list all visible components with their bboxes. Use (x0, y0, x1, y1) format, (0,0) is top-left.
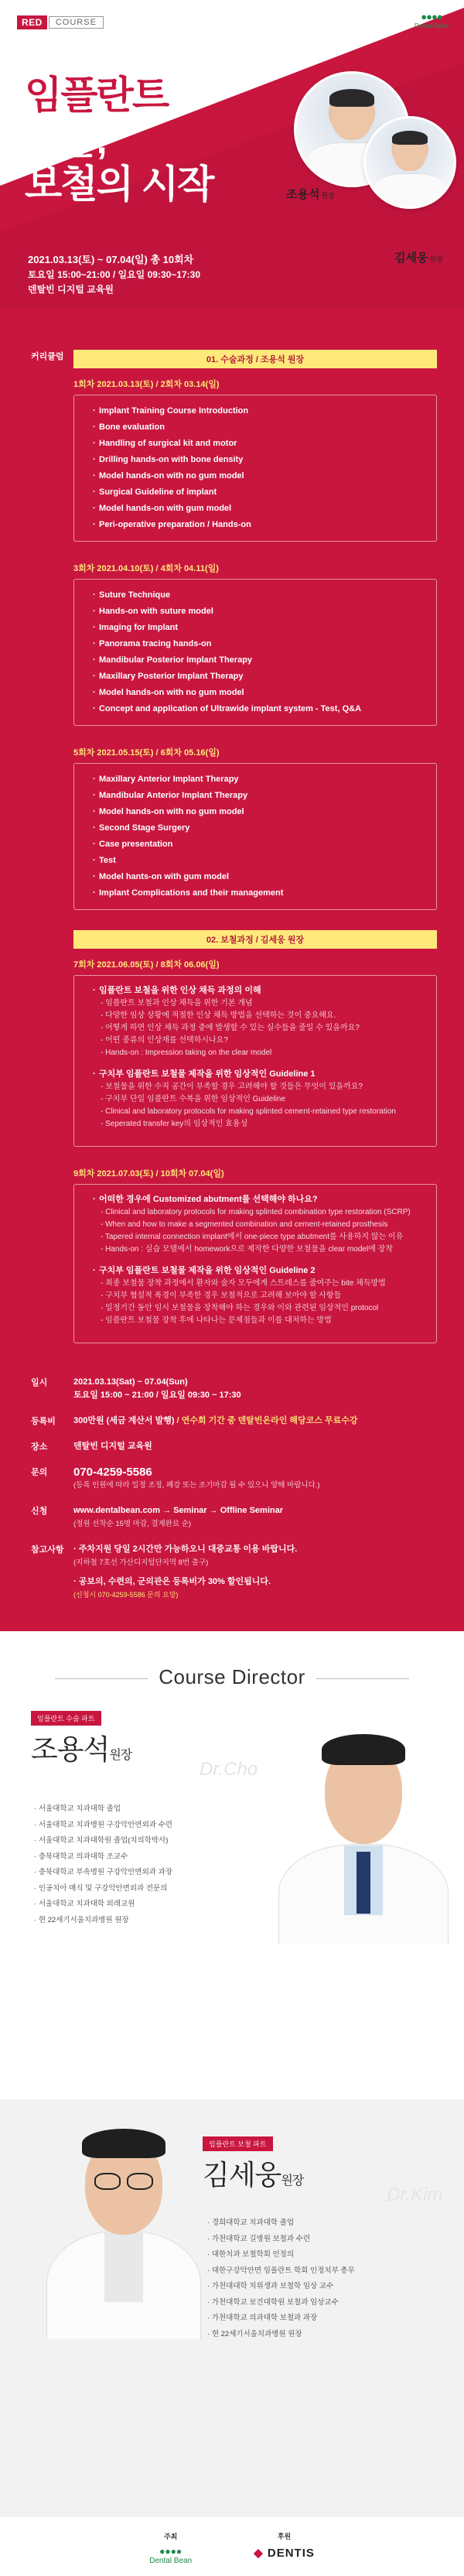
session-heading: 9회차 2021.07.03(토) / 10회차 07.04(일) (73, 1169, 224, 1179)
doctor-kim-profile (0, 2099, 464, 2517)
info-apply-row (0, 1498, 464, 1537)
info-contact-note: (등록 인원에 따라 일정 조정, 폐강 또는 조기마감 될 수 있으니 양해 바랍니다.) (73, 1481, 320, 1490)
info-place-value: 덴탈빈 디지털 교육원 (73, 1442, 152, 1451)
session-topic: · Model hands-on with no gum model (93, 685, 424, 701)
footer-host-label: 주최 (163, 2533, 178, 2540)
info-reference-value (73, 1543, 437, 1602)
career-item: · 가천대학교 의과대학 보철과 과장 (207, 2311, 355, 2327)
dentalbean-logo (415, 11, 449, 29)
doctor-kim-part-tag: 임플란트 보철 파트 (203, 2136, 273, 2151)
session-subtopic-item: - Clinical and laboratory protocols for making splinted combination type restoration (SCRP) (101, 1208, 411, 1216)
hero-title-line-1: 임플란트 (25, 74, 169, 117)
session-subtopic-items (93, 1081, 424, 1131)
session-subtopic-item: - 보철물을 위한 수직 공간이 부족할 경우 고려해야 할 것들은 무엇이 있을까요? (101, 1083, 363, 1091)
career-item: · 서울대학교 치과병원 구강악안면외과 수련 (34, 1818, 172, 1834)
session-topic: · Maxillary Posterior Implant Therapy (93, 669, 424, 685)
career-item: · 서울대학교 치과대학 외래교원 (34, 1897, 172, 1913)
info-fee-extra: / 연수회 기간 중 덴탈빈온라인 해당코스 무료수강 (174, 1416, 358, 1425)
doctor-kim-heading (203, 2154, 303, 2193)
session-topic-list (73, 763, 437, 910)
session-topic: · Second Stage Surgery (93, 820, 424, 836)
curriculum-content (73, 350, 437, 1363)
session-heading: 5회차 2021.05.15(토) / 6회차 05.16(일) (73, 748, 220, 758)
session-topic: · Model hands-on with no gum model (93, 468, 424, 484)
footer (0, 2517, 464, 2576)
session-block (73, 746, 437, 910)
info-apply-label: 신청 (31, 1507, 48, 1516)
career-item: · 인공치아 매식 및 구강악안면외과 전문의 (34, 1881, 172, 1897)
badge-course: COURSE (49, 16, 104, 29)
session-topic: · Drilling hands-on with bone density (93, 452, 424, 468)
career-item: · 가천대학교 보건대학원 보철과 임상교수 (207, 2295, 355, 2311)
info-apply-value (73, 1504, 437, 1531)
session-topic: · Model hands-on with gum model (93, 501, 424, 517)
doctor-cho-profile-suffix: 원장 (109, 1749, 132, 1762)
doctor-cho-profile-name: 조용석 (31, 1733, 110, 1765)
session-topic: · Surgical Guideline of implant (93, 484, 424, 501)
footer-sponsor-label: 후원 (277, 2533, 292, 2540)
doctor-cho-watermark: Dr.Cho (200, 1759, 258, 1780)
session-topic: · Implant Training Course Introduction (93, 403, 424, 419)
session-subtopic-item: - 임플란트 보철물 장착 후에 나타나는 문제점들과 이를 대처하는 방법 (101, 1316, 332, 1325)
hero-venue: 덴탈빈 디지털 교육원 (28, 283, 114, 295)
session-topic: · Peri-operative preparation / Hands-on (93, 517, 424, 533)
hero-title-line-2: 수술, (25, 118, 106, 162)
part1-banner: 01. 수술과정 / 조용석 원장 (73, 350, 437, 368)
info-date-label: 일시 (31, 1378, 48, 1387)
doctor-cho-profile (0, 1705, 464, 2099)
session-topic: · Hands-on with suture model (93, 604, 424, 620)
doctor-cho-title: 원장 (321, 192, 335, 200)
info-reference-row (0, 1537, 464, 1608)
info-place-row (0, 1434, 464, 1459)
dentis-logo-icon: ◆ (254, 2547, 264, 2560)
footer-host-logo-text: Dental Bean (149, 2557, 193, 2565)
session-subtopic-item: - Seperated transfer key의 임상적인 효용성 (101, 1120, 248, 1128)
info-fee-value (73, 1415, 437, 1428)
doctor-cho-heading (31, 1728, 131, 1767)
session-subtopic-title: · 임플란트 보철을 위한 인상 채득 과정의 이해 (93, 984, 424, 997)
session-subtopic-title: · 구치부 임플란트 보철물 제작을 위한 임상적인 Guideline 2 (93, 1264, 424, 1278)
session-block (73, 562, 437, 726)
session-subtopic-items (93, 997, 424, 1059)
doctor-kim-name: 김세웅 (394, 251, 428, 265)
doctor-cho-career (34, 1801, 172, 1928)
info-fee-row (0, 1408, 464, 1434)
session-topic-list (73, 395, 437, 542)
info-reference-2-note: (신청시 070-4259-5586 문의 요망) (73, 1591, 179, 1599)
session-topic: · Handling of surgical kit and motor (93, 436, 424, 452)
session-topic: · Concept and application of Ultrawide implant system - Test, Q&A (93, 701, 424, 717)
part2-banner: 02. 보철과정 / 김세웅 원장 (73, 930, 437, 949)
info-date-line2: 토요일 15:00 ~ 21:00 / 일요일 09:30 ~ 17:30 (73, 1391, 241, 1400)
info-contact-label: 문의 (31, 1468, 48, 1477)
course-info (0, 1370, 464, 1608)
career-item: · 충북대학교 의과대학 조교수 (34, 1849, 172, 1866)
doctor-cho-name: 조용석 (286, 188, 320, 201)
session-topic: · Model hants-on with gum model (93, 869, 424, 885)
info-apply-link[interactable]: www.dentalbean.com → Seminar → Offline Seminar (73, 1506, 283, 1515)
session-topic: · Maxillary Anterior Implant Therapy (93, 771, 424, 788)
info-contact-value (73, 1466, 437, 1492)
info-place-label: 장소 (31, 1442, 48, 1452)
career-item: · 현 22세기서울치과병원 원장 (34, 1913, 172, 1929)
doctor-kim-photo (363, 116, 456, 209)
session-heading: 3회차 2021.04.10(토) / 4회차 04.11(일) (73, 564, 219, 573)
info-date-line1: 2021.03.13(Sat) ~ 07.04(Sun) (73, 1377, 188, 1387)
info-reference-label: 참고사항 (31, 1545, 64, 1555)
career-item: · 충북대학교 부속병원 구강악안면외과 과장 (34, 1865, 172, 1881)
session-subtopic-item: - Tapered internal connection implant에서 one-piece type abutment를 사용하지 않는 이유 (101, 1233, 404, 1241)
hero-time: 토요일 15:00~21:00 / 일요일 09:30~17:30 (28, 269, 201, 281)
session-subtopic-item: - 구치부 협설적 폭경이 부족한 경우 보철적으로 고려해 보아야 할 사항들 (101, 1291, 342, 1300)
doctor-kim-name-tag (394, 249, 443, 265)
session-subtopic-item: - 최종 보철물 장착 과정에서 환자와 술자 모두에게 스트레스를 줄여주는 bite 채득방법 (101, 1279, 386, 1288)
curriculum-label: 커리큘럼 (31, 352, 64, 361)
session-subtopic-item: - 구치부 단일 임플란트 수복을 위한 임상적인 Guideline (101, 1095, 285, 1103)
course-director-section (0, 1631, 464, 2517)
session-heading: 1회차 2021.03.13(토) / 2회차 03.14(일) (73, 380, 220, 389)
info-contact-phone[interactable]: 070-4259-5586 (73, 1466, 152, 1479)
career-item: · 경희대학교 치과대학 졸업 (207, 2215, 355, 2232)
course-director-title: Course Director (0, 1631, 464, 1705)
session-topic-list (73, 975, 437, 1147)
doctor-cho-name-tag (286, 186, 335, 202)
session-topic: · Mandibular Posterior Implant Therapy (93, 652, 424, 669)
session-topic: · Panorama tracing hands-on (93, 636, 424, 652)
doctor-kim-portrait (39, 2107, 209, 2339)
session-topic: · Test (93, 853, 424, 869)
doctor-kim-watermark: Dr.Kim (387, 2184, 443, 2205)
session-subtopic-item: - 다양한 임상 상황에 적절한 인상 채득 방법을 선택하는 것이 중요해요. (101, 1011, 336, 1020)
curriculum-section (0, 310, 464, 1631)
info-fee-amount: 300만원 (세금 계산서 발행) (73, 1416, 175, 1425)
session-block (73, 1167, 437, 1343)
session-subtopic-item: - 어떤 종류의 인상재를 선택하시나요? (101, 1036, 228, 1045)
dentalbean-logo-text: Dental Bean (414, 22, 449, 29)
session-subtopic-item: - Hands-on : Impression taking on the clear model (101, 1049, 272, 1057)
session-topic: · Model hands-on with no gum model (93, 804, 424, 820)
footer-host-logo (149, 2546, 192, 2565)
footer-sponsor-logo (254, 2546, 315, 2560)
session-subtopic-item: - When and how to make a segmented combination and cement-retained prosthesis (101, 1220, 388, 1229)
session-subtopic-item: - 어떻게 하면 인상 채득 과정 중에 발생할 수 있는 실수들을 줄일 수 있을까요? (101, 1024, 360, 1032)
career-item: · 서울대학교 치과대학 졸업 (34, 1801, 172, 1818)
session-topic-list (73, 579, 437, 726)
session-subtopic-item: - Hands-on : 실습 모델에서 homework으로 제작한 다양한 보철물을 clear model에 장착 (101, 1245, 393, 1254)
session-topic-list (73, 1184, 437, 1343)
session-topic: · Bone evaluation (93, 419, 424, 436)
session-topic: · Suture Technique (93, 587, 424, 604)
footer-sponsor (254, 2531, 315, 2565)
doctor-kim-profile-name: 김세웅 (203, 2159, 281, 2191)
info-contact-row (0, 1459, 464, 1498)
career-item: · 가천대대학 치위생과 보철학 임상 교수 (207, 2279, 355, 2295)
session-topic: · Implant Complications and their management (93, 885, 424, 901)
session-subtopic-title: · 구치부 임플란트 보철물 제작을 위한 임상적인 Guideline 1 (93, 1067, 424, 1081)
session-topic: · Imaging for Implant (93, 620, 424, 636)
session-topic: · Mandibular Anterior Implant Therapy (93, 788, 424, 804)
session-subtopic-items (93, 1206, 424, 1256)
hero-date: 2021.03.13(토) ~ 07.04(일) 총 10회차 (28, 254, 194, 265)
footer-host (149, 2531, 192, 2565)
session-subtopic-items (93, 1278, 424, 1327)
info-reference-2: · 공보의, 수련의, 군의관은 등록비가 30% 할인됩니다. (73, 1577, 271, 1586)
career-item: · 대한치과 보철학회 인정의 (207, 2247, 355, 2263)
doctor-cho-portrait (255, 1712, 464, 1945)
hero-title (25, 74, 213, 207)
course-badge (17, 15, 104, 29)
session-heading: 7회차 2021.06.05(토) / 8회차 06.06(일) (73, 960, 220, 970)
session-subtopic-title: · 어떠한 경우에 Customized abutment를 선택해야 하나요? (93, 1192, 424, 1206)
career-item: · 가천대학교 길병원 보철과 수련 (207, 2232, 355, 2248)
doctor-kim-career (207, 2215, 355, 2342)
session-subtopic-item: - 임플란트 보철과 인상 채득을 위한 기본 개념 (101, 999, 253, 1007)
badge-red: RED (17, 15, 47, 29)
info-reference-1-note: (지하철 7호선 가산디지털단지역 8번 출구) (73, 1558, 209, 1567)
info-date-value (73, 1376, 437, 1402)
career-item: · 서울대학교 치과대학원 졸업(치의학박사) (34, 1833, 172, 1849)
hero-banner (0, 0, 464, 310)
doctor-kim-profile-suffix: 원장 (281, 2174, 304, 2188)
dentalbean-footer-icon: ●●●● (159, 2546, 183, 2557)
footer-sponsor-logo-text: DENTIS (267, 2547, 315, 2560)
hero-title-line-3: 보철의 시작 (25, 162, 213, 206)
session-block (73, 378, 437, 542)
career-item: · 대한구강악안면 임플란트 학회 인정치부 총무 (207, 2263, 355, 2280)
career-item: · 현 22세기서울치과병원 원장 (207, 2327, 355, 2343)
info-fee-label: 등록비 (31, 1417, 56, 1426)
dentalbean-logo-icon: ●●●● (421, 11, 442, 22)
info-apply-note: (정원 선착순 15명 마감, 결제완료 순) (73, 1520, 192, 1528)
doctor-kim-title: 원장 (429, 255, 443, 263)
hero-schedule (28, 252, 200, 296)
session-subtopic-item: - Clinical and laboratory protocols for making splinted cement-retained type restoration (101, 1107, 396, 1116)
session-block (73, 958, 437, 1147)
session-topic: · Case presentation (93, 836, 424, 853)
session-subtopic-item: - 일정기간 동안 임시 보철물을 장착해야 하는 경우와 이와 관련된 임상적인 protocol (101, 1304, 379, 1312)
info-date-row (0, 1370, 464, 1408)
doctor-cho-part-tag: 임플란트 수술 파트 (31, 1711, 101, 1726)
info-reference-1: · 주차지원 당일 2시간만 가능하오니 대중교통 이용 바랍니다. (73, 1545, 298, 1554)
